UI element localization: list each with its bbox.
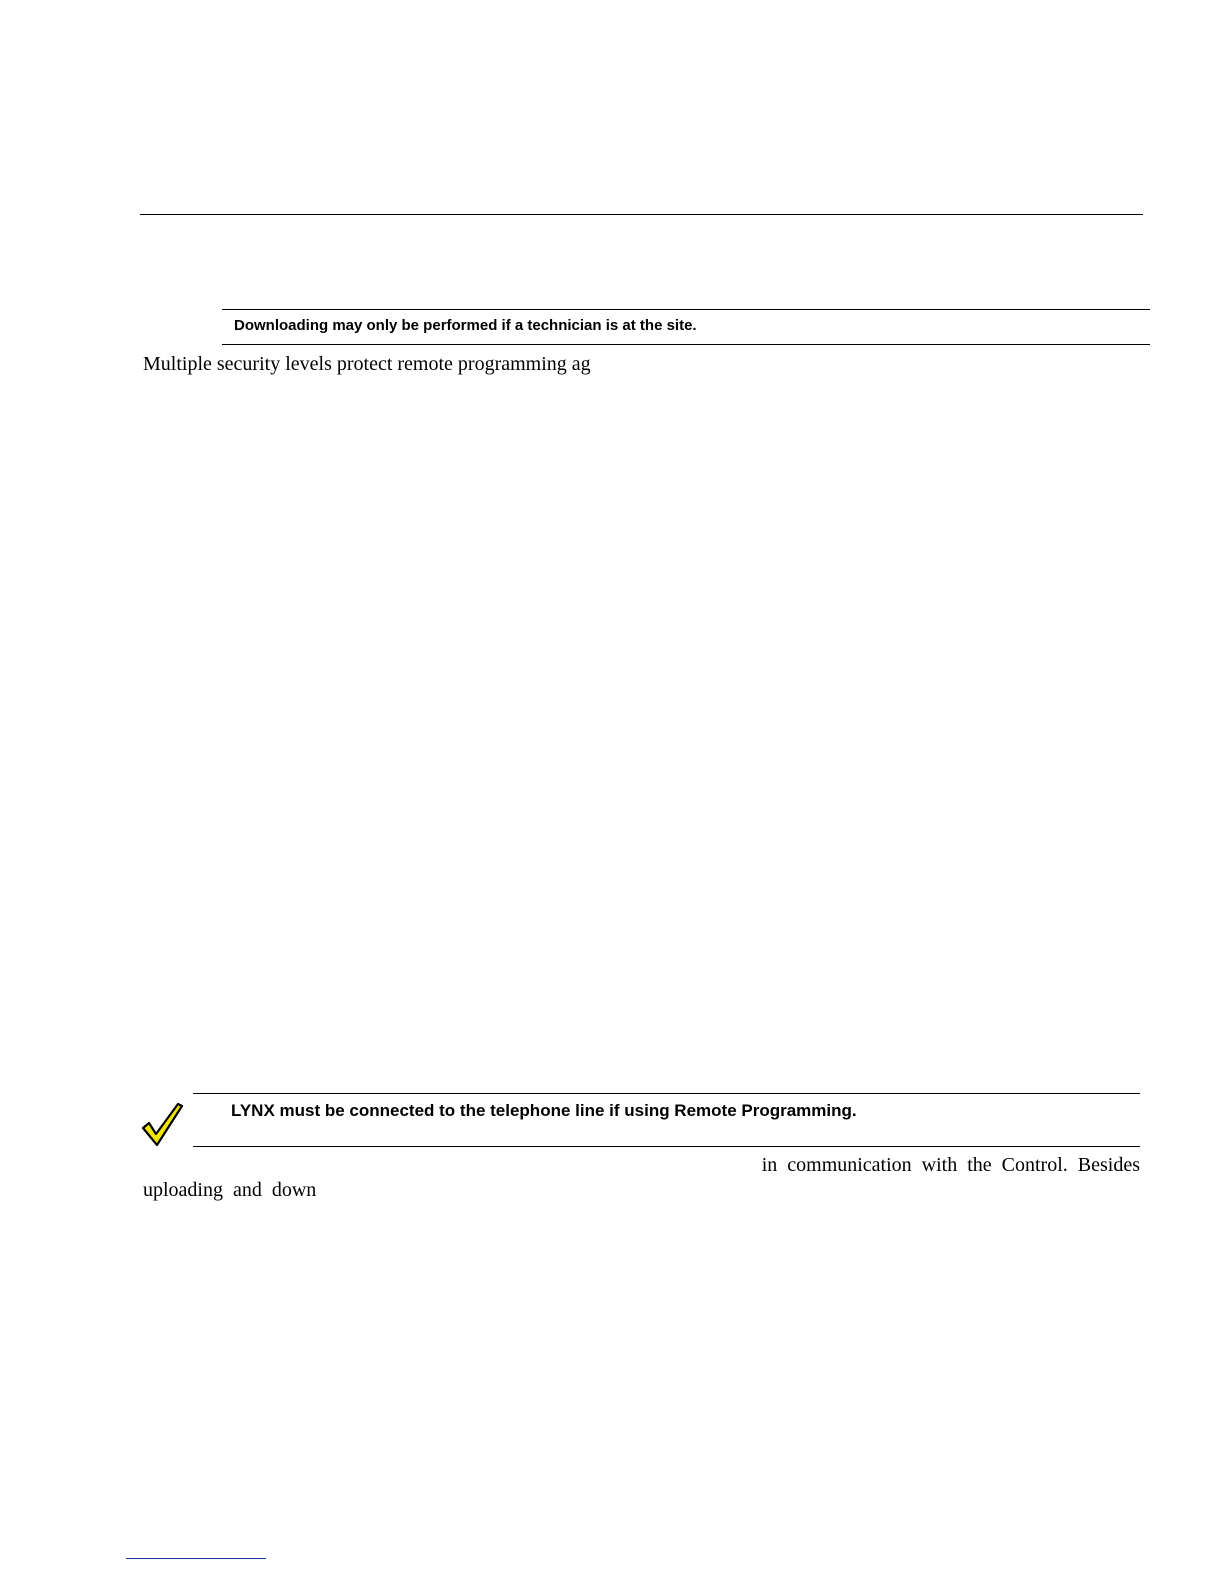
note-bottom-rule — [222, 344, 1150, 345]
communication-paragraph-line-2: uploading and down — [143, 1179, 317, 1201]
note-top-rule — [222, 309, 1150, 310]
checkmark-icon — [140, 1101, 184, 1147]
checkmark-note-bottom-rule — [193, 1146, 1140, 1147]
security-levels-paragraph: Multiple security levels protect remote programming ag — [143, 353, 591, 375]
footer-link-underline — [126, 1558, 266, 1559]
communication-paragraph-line-1: in communication with the Control. Besides — [761, 1154, 1140, 1176]
lynx-telephone-note: LYNX must be connected to the telephone line if using Remote Programming. — [231, 1101, 857, 1120]
technician-note: Downloading may only be performed if a technician is at the site. — [234, 317, 697, 334]
header-divider — [140, 214, 1143, 215]
checkmark-note-top-rule — [193, 1093, 1140, 1094]
